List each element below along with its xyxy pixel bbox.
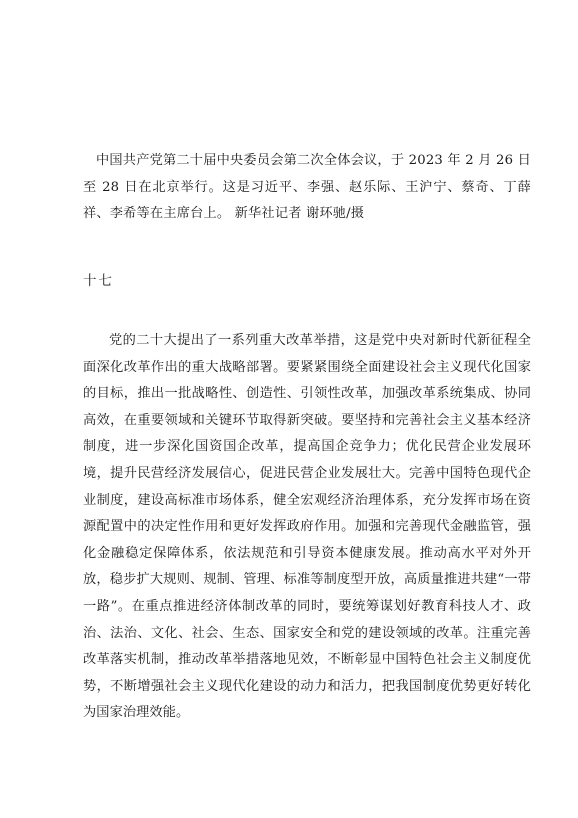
section-number: 十七 (83, 273, 114, 289)
photo-caption: 中国共产党第二十届中央委员会第二次全体会议，于 2023 年 2 月 26 日至 28 日在北京举行。这是习近平、李强、赵乐际、王沪宁、蔡奇、丁薛祥、李希等在主席台上。 新华社记者 谢环驰/摄 (83, 153, 531, 221)
section-paragraph: 党的二十大提出了一系列重大改革举措，这是党中央对新时代新征程全面深化改革作出的重大战略部署。要紧紧围绕全面建设社会主义现代化国家的目标，推出一批战略性、创造性、引领性改革，加强改革系统集成、协同高效，在重要领域和关键环节取得新突破。要坚持和完善社会主义基本经济制度，进一步深化国资国企改革，提高国企竞争力；优化民营企业发展环境，提升民营经济发展信心，促进民营企业发展壮大。完善中国特色现代企业制度，建设高标准市场体系，健全宏观经济治理体系，充分发挥市场在资源配置中的决定性作用和更好发挥政府作用。加强和完善现代金融监管，强化金融稳定保障体系，依法规范和引导资本健康发展。推动高水平对外开放，稳步扩大规则、规制、管理、标准等制度型开放，高质量推进共建“一带一路”。在重点推进经济体制改革的同时，要统筹谋划好教育科技人才、政治、法治、文化、社会、生态、国家安全和党的建设领域的改革。注重完善改革落实机制，推动改革举措落地见效，不断彰显中国特色社会主义制度优势，不断增强社会主义现代化建设的动力和活力，把我国制度优势更好转化为国家治理效能。 (83, 333, 531, 721)
